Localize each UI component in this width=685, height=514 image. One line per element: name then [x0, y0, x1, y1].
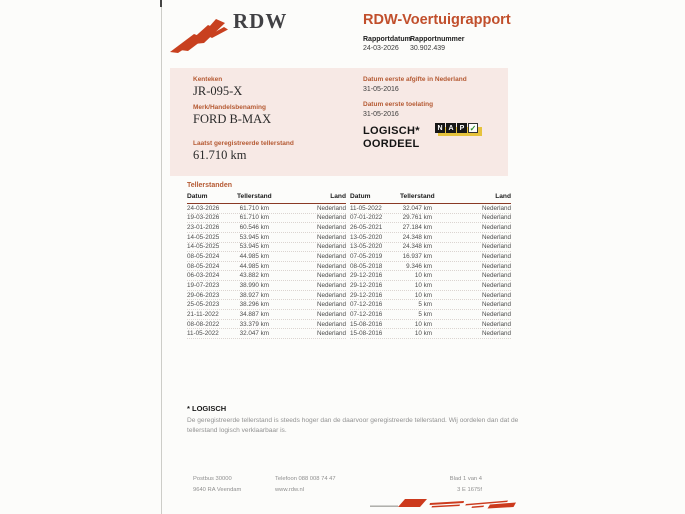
cell-land: Nederland: [316, 330, 346, 338]
cell-tellerstand: 5 km: [418, 301, 432, 309]
table-row: [350, 214, 511, 224]
cell-datum: 11-05-2022: [350, 204, 382, 212]
report-number-value: 30.902.439: [410, 45, 446, 52]
cell-datum: 29-12-2016: [350, 281, 383, 289]
cell-datum: 24-03-2026: [187, 204, 220, 212]
cell-tellerstand: 60.546 km: [239, 224, 269, 232]
oordeel-text: [363, 125, 420, 151]
cell-datum: 29-12-2016: [350, 291, 383, 299]
table-row: [187, 320, 346, 330]
bottom-swoosh-graphic: [368, 495, 520, 509]
cell-tellerstand: 38.927 km: [239, 291, 269, 299]
cell-datum: 29-06-2023: [187, 291, 220, 299]
page-fold-line: [161, 0, 162, 514]
cell-land: Nederland: [481, 330, 511, 338]
oordeel-line2: OORDEEL: [363, 138, 420, 150]
table-row: [187, 252, 346, 262]
cell-tellerstand: 61.710 km: [239, 214, 269, 222]
page-fold-tick: [160, 0, 162, 7]
tellerstanden-title: Tellerstanden: [187, 182, 232, 189]
cell-tellerstand: 24.348 km: [402, 233, 432, 241]
merk-label: Merk/Handelsbenaming: [193, 104, 266, 111]
nap-logo-letters: [435, 123, 478, 133]
header-tellerstand: Tellerstand: [400, 193, 435, 200]
cell-tellerstand: 38.990 km: [239, 281, 269, 289]
table-row: [350, 291, 511, 301]
table-row: [350, 243, 511, 253]
table-row: [187, 233, 346, 243]
cell-land: Nederland: [316, 291, 346, 299]
cell-land: Nederland: [481, 272, 511, 280]
cell-land: Nederland: [481, 320, 511, 328]
table-row: [187, 223, 346, 233]
nap-letter-square: P: [457, 123, 467, 133]
cell-datum: 07-01-2022: [350, 214, 383, 222]
cell-land: Nederland: [481, 310, 511, 318]
footer-address-line1: Postbus 30000: [193, 476, 232, 482]
cell-tellerstand: 61.710 km: [239, 204, 269, 212]
cell-datum: 21-11-2022: [187, 310, 219, 318]
cell-tellerstand: 10 km: [414, 281, 432, 289]
cell-datum: 07-12-2016: [350, 310, 383, 318]
cell-land: Nederland: [316, 243, 346, 251]
cell-land: Nederland: [481, 233, 511, 241]
footer-page-number: Blad 1 van 4: [449, 476, 482, 482]
footer-contact: [275, 474, 336, 496]
cell-datum: 08-05-2024: [187, 262, 220, 270]
cell-datum: 19-07-2023: [187, 281, 220, 289]
cell-tellerstand: 10 km: [414, 320, 432, 328]
footer-page-info: [420, 474, 482, 496]
table-row: [350, 320, 511, 330]
table-row: [350, 281, 511, 291]
table-header-row: [187, 193, 346, 204]
header-datum: Datum: [350, 193, 371, 200]
cell-land: Nederland: [316, 253, 346, 261]
cell-tellerstand: 27.184 km: [402, 224, 432, 232]
cell-tellerstand: 34.887 km: [239, 310, 269, 318]
cell-tellerstand: 10 km: [414, 291, 432, 299]
cell-tellerstand: 9.346 km: [406, 262, 432, 270]
report-date-value: 24-03-2026: [363, 45, 399, 52]
footer-phone: Telefoon 088 008 74 47: [275, 476, 336, 482]
table-row: [350, 271, 511, 281]
cell-tellerstand: 29.761 km: [402, 214, 432, 222]
cell-tellerstand: 32.047 km: [402, 204, 432, 212]
cell-land: Nederland: [316, 224, 346, 232]
cell-datum: 25-05-2023: [187, 301, 220, 309]
cell-land: Nederland: [316, 281, 346, 289]
tellerstanden-table-right: [350, 193, 511, 339]
toelating-value: 31-05-2016: [363, 111, 399, 118]
table-row: [187, 204, 346, 214]
footer-website: www.rdw.nl: [275, 487, 304, 493]
cell-land: Nederland: [481, 204, 511, 212]
tellerstanden-table-left: [187, 193, 346, 339]
table-row: [187, 271, 346, 281]
table-body-left: [187, 204, 346, 339]
cell-tellerstand: 33.379 km: [239, 320, 269, 328]
table-row: [187, 214, 346, 224]
afgifte-value: 31-05-2016: [363, 86, 399, 93]
cell-datum: 14-05-2025: [187, 233, 220, 241]
nap-letter-square: A: [446, 123, 456, 133]
cell-tellerstand: 53.945 km: [239, 243, 269, 251]
cell-land: Nederland: [481, 291, 511, 299]
cell-land: Nederland: [316, 214, 346, 222]
table-row: [187, 243, 346, 253]
nap-letter-square: N: [435, 123, 445, 133]
table-row: [350, 223, 511, 233]
cell-land: Nederland: [481, 301, 511, 309]
cell-datum: 23-01-2026: [187, 224, 220, 232]
merk-value: FORD B-MAX: [193, 112, 272, 126]
cell-datum: 15-08-2016: [350, 330, 383, 338]
cell-land: Nederland: [481, 253, 511, 261]
table-row: [350, 300, 511, 310]
table-row: [187, 329, 346, 339]
cell-tellerstand: 10 km: [414, 330, 432, 338]
logisch-footnote: [187, 404, 525, 436]
nap-checkmark-icon: ✓: [469, 123, 477, 133]
table-row: [350, 329, 511, 339]
cell-datum: 29-12-2016: [350, 272, 383, 280]
cell-datum: 08-08-2022: [187, 320, 220, 328]
cell-datum: 06-03-2024: [187, 272, 220, 280]
cell-land: Nederland: [316, 262, 346, 270]
table-row: [350, 310, 511, 320]
cell-tellerstand: 38.296 km: [239, 301, 269, 309]
table-row: [350, 204, 511, 214]
cell-tellerstand: 43.882 km: [239, 272, 269, 280]
toelating-label: Datum eerste toelating: [363, 101, 434, 108]
table-row: [187, 291, 346, 301]
cell-land: Nederland: [316, 233, 346, 241]
cell-datum: 26-05-2021: [350, 224, 383, 232]
oordeel-line1: LOGISCH*: [363, 125, 420, 137]
cell-tellerstand: 10 km: [414, 272, 432, 280]
cell-datum: 07-12-2016: [350, 301, 383, 309]
cell-tellerstand: 16.937 km: [402, 253, 432, 261]
cell-land: Nederland: [316, 320, 346, 328]
cell-datum: 13-05-2020: [350, 243, 383, 251]
footnote-text: De geregistreerde tellerstand is steeds hoger dan de daarvoor geregistreerde tellerstand. Wij oordelen dan dat de tellerstand logisch verklaarbaar is.: [187, 417, 519, 434]
brand-wordmark: RDW: [233, 9, 288, 33]
cell-datum: 15-08-2016: [350, 320, 383, 328]
vehicle-summary-panel: [170, 68, 508, 176]
cell-land: Nederland: [316, 272, 346, 280]
header-tellerstand: Tellerstand: [237, 193, 272, 200]
cell-datum: 14-05-2025: [187, 243, 220, 251]
cell-datum: 11-05-2022: [187, 330, 219, 338]
kenteken-value: JR-095-X: [193, 84, 243, 98]
kenteken-label: Kenteken: [193, 76, 223, 83]
cell-land: Nederland: [481, 243, 511, 251]
cell-land: Nederland: [481, 281, 511, 289]
cell-datum: 13-05-2020: [350, 233, 383, 241]
rdw-logo-icon: [168, 12, 230, 54]
table-row: [187, 262, 346, 272]
header-land: Land: [495, 193, 511, 200]
header-datum: Datum: [187, 193, 208, 200]
table-body-right: [350, 204, 511, 339]
nap-logo: [435, 123, 483, 138]
cell-datum: 08-05-2018: [350, 262, 383, 270]
cell-tellerstand: 53.945 km: [239, 233, 269, 241]
table-row: [187, 310, 346, 320]
afgifte-label: Datum eerste afgifte in Nederland: [363, 76, 467, 83]
table-header-row: [350, 193, 511, 204]
table-row: [350, 262, 511, 272]
footer-form-code: 3 E 1675f: [457, 487, 482, 493]
cell-tellerstand: 44.985 km: [239, 253, 269, 261]
footer-address-line2: 9640 RA Veendam: [193, 487, 242, 493]
footer-address: [193, 474, 241, 496]
report-date-label: Rapportdatum: [363, 36, 411, 43]
table-row: [187, 300, 346, 310]
laatste-tellerstand-label: Laatst geregistreerde tellerstand: [193, 140, 294, 147]
cell-datum: 19-03-2026: [187, 214, 220, 222]
cell-tellerstand: 32.047 km: [239, 330, 269, 338]
table-row: [350, 252, 511, 262]
cell-land: Nederland: [316, 310, 346, 318]
cell-datum: 07-05-2019: [350, 253, 383, 261]
cell-land: Nederland: [316, 301, 346, 309]
report-number-label: Rapportnummer: [410, 36, 465, 43]
cell-land: Nederland: [316, 204, 346, 212]
header-land: Land: [330, 193, 346, 200]
table-row: [350, 233, 511, 243]
document-title: RDW-Voertuigrapport: [363, 12, 511, 28]
cell-land: Nederland: [481, 224, 511, 232]
cell-land: Nederland: [481, 262, 511, 270]
table-row: [187, 281, 346, 291]
laatste-tellerstand-value: 61.710 km: [193, 148, 247, 162]
cell-tellerstand: 5 km: [418, 310, 432, 318]
cell-tellerstand: 44.985 km: [239, 262, 269, 270]
cell-tellerstand: 24.348 km: [402, 243, 432, 251]
cell-datum: 08-05-2024: [187, 253, 220, 261]
footnote-title: * LOGISCH: [187, 404, 227, 413]
cell-land: Nederland: [481, 214, 511, 222]
